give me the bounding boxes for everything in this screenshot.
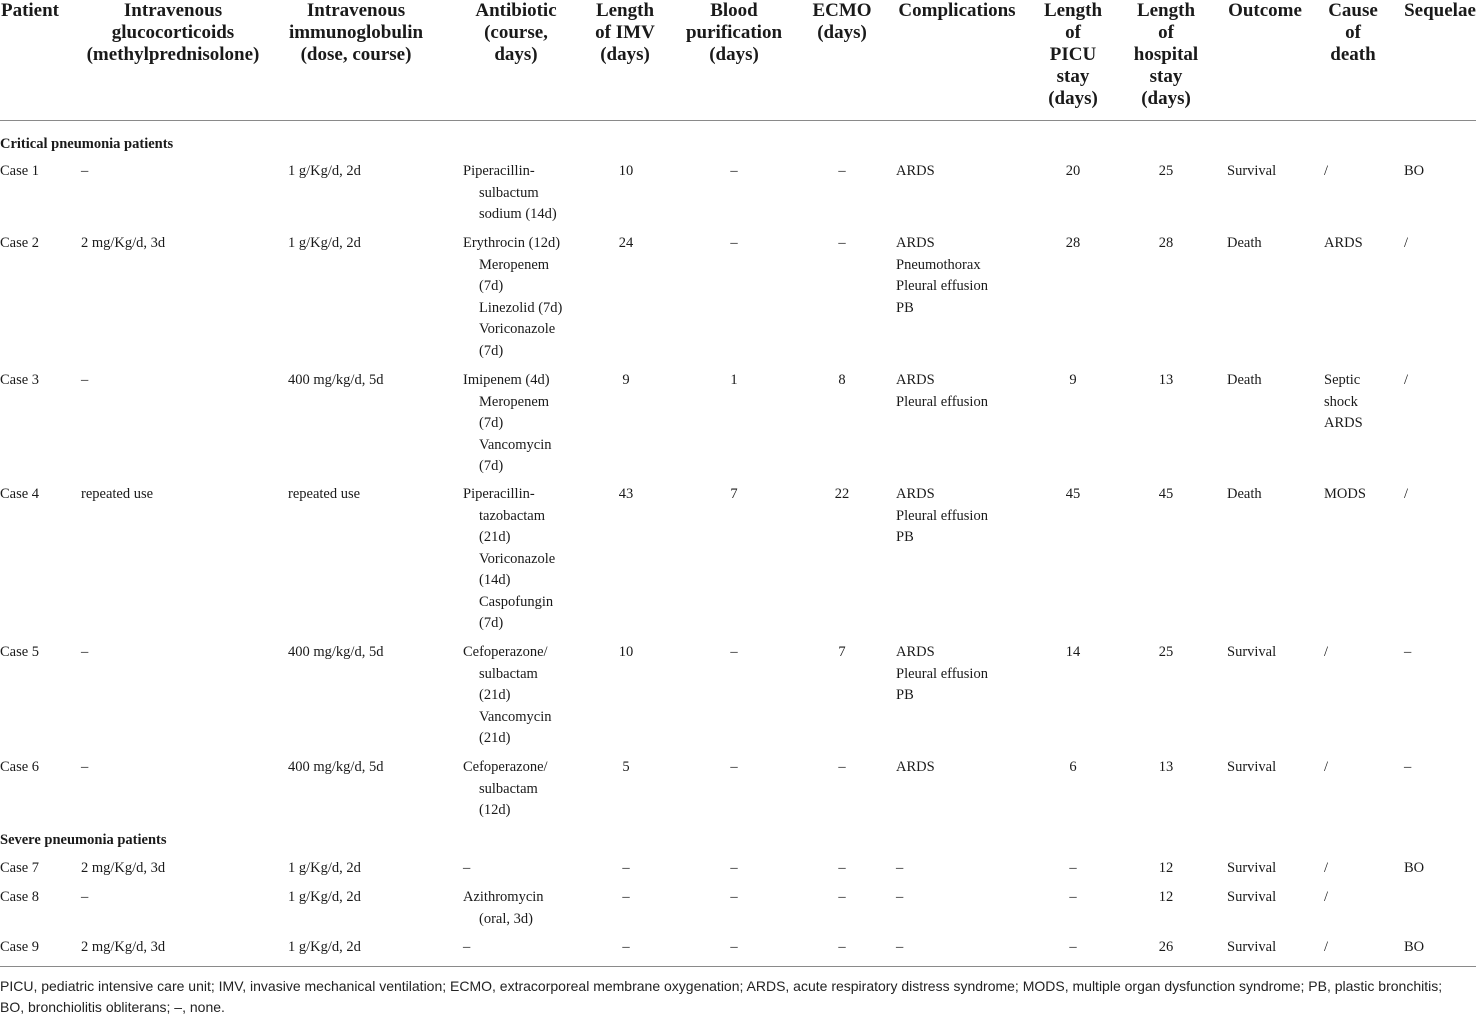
cell-line: repeated use [288,486,361,502]
cell-blood-purification [684,887,784,909]
cell-sequelae [1404,161,1424,183]
cell-picu-stay [1023,233,1123,255]
cell-line: – [730,939,738,955]
cell-line: – [838,235,846,251]
cell-patient: Case 4 [0,486,40,502]
cell-line: Meropenem [479,256,550,273]
cell-outcome [1227,887,1276,909]
cell-hospital-stay [1116,233,1216,255]
column-header-line: Cause [1328,0,1378,21]
cell-imv [576,757,676,779]
cell-imv [576,484,676,506]
cell-line: – [730,860,738,876]
cell-line: – [730,644,738,660]
column-header-line: Complications [898,0,1016,21]
cell-immunoglobulin [288,233,361,255]
cell-line: Survival [1227,759,1277,775]
cell-line: – [1069,860,1077,876]
cell-blood-purification [684,370,784,392]
cell-antibiotic [463,642,551,750]
cell-line: 2 mg/Kg/d, 3d [81,860,166,876]
cell-imv [576,858,676,880]
cell-outcome [1227,161,1276,183]
cell-ecmo [792,858,892,880]
cell-line: 26 [1158,939,1174,955]
cell-line: 1 g/Kg/d, 2d [288,939,361,955]
cell-outcome [1227,642,1276,664]
cell-blood-purification [684,484,784,506]
cell-hospital-stay [1116,887,1216,909]
cell-complications [896,858,903,880]
cell-cause-of-death [1324,233,1363,255]
cell-line: sulbactum [479,184,539,201]
cell-line: (21d) [479,730,511,746]
cell-blood-purification [684,757,784,779]
cell-line: – [463,860,471,876]
cell-line: – [730,759,738,775]
cell-cause-of-death [1324,161,1328,183]
cell-line: (7d) [479,458,504,474]
cell-cause-of-death [1324,887,1328,909]
cell-patient: Case 5 [0,644,40,660]
cell-line: ARDS [896,163,935,179]
column-header-line: of [1065,22,1081,43]
cell-complications [896,937,903,959]
cell-line: Pleural effusion [896,507,988,524]
cell-line: / [1324,939,1329,955]
cell-line: 400 mg/kg/d, 5d [288,372,384,388]
cell-line: – [1069,939,1077,955]
cell-glucocorticoids [81,858,165,880]
column-header-line: Intravenous [123,0,223,21]
cell-line: – [81,889,89,905]
cell-cause-of-death [1324,484,1366,506]
cell-line: Pleural effusion [896,393,988,410]
column-header-line: Sequelae [1404,0,1476,21]
cell-line: Pleural effusion [896,665,988,682]
cell-line: / [1324,860,1329,876]
cell-line: 2 mg/Kg/d, 3d [81,939,166,955]
cell-blood-purification [684,858,784,880]
cell-patient: Case 8 [0,889,40,905]
cell-line: (12d) [479,802,511,818]
cell-line: / [1324,759,1329,775]
column-header-line: death [1330,44,1376,65]
cell-blood-purification [684,937,784,959]
cell-ecmo [792,757,892,779]
cell-picu-stay [1023,161,1123,183]
cell-line: Caspofungin [479,593,554,610]
cell-line: Linezolid (7d) [479,299,563,316]
cell-line: 12 [1158,889,1174,905]
cell-picu-stay [1023,484,1123,506]
column-header-line: (dose, course) [300,44,412,65]
cell-line: 400 mg/kg/d, 5d [288,644,384,660]
cell-line: 43 [618,486,634,502]
column-header-line: PICU [1049,44,1097,65]
cell-line: 10 [618,163,634,179]
cell-line: PB [896,299,914,316]
cell-line: – [81,163,89,179]
cell-line: 12 [1158,860,1174,876]
column-header-line: days) [494,44,538,65]
cell-complications [896,370,988,413]
cell-ecmo [792,937,892,959]
cell-immunoglobulin [288,858,361,880]
cell-line: / [1404,486,1409,502]
column-header-line: (days) [1141,88,1191,109]
cell-blood-purification [684,233,784,255]
cell-complications [896,484,988,549]
cell-hospital-stay [1116,370,1216,392]
cell-antibiotic [463,858,470,880]
cell-line: (21d) [479,687,511,703]
cell-hospital-stay [1116,161,1216,183]
cell-imv [576,161,676,183]
cell-complications [896,642,988,707]
cell-line: Piperacillin- [463,486,535,502]
cell-line: 13 [1158,759,1174,775]
cell-outcome [1227,858,1276,880]
cell-imv [576,642,676,664]
cell-antibiotic [463,161,557,226]
column-header-line: of [1345,22,1361,43]
table-footnote: PICU, pediatric intensive care unit; IMV, invasive mechanical ventilation; ECMO, extracorporeal membrane oxygenation; ARDS, acute respiratory distress syndrome; MODS, multiple organ dysfunction syndrome; PB, plastic bronchitis; BO, bronchiolitis obliterans; –, none. [0,978,1443,1015]
cell-line: – [1069,889,1077,905]
cell-line: (14d) [479,572,511,588]
cell-line: Imipenem (4d) [463,372,550,388]
cell-glucocorticoids [81,370,88,392]
cell-outcome [1227,937,1276,959]
cell-complications [896,887,903,909]
cell-line: Death [1227,235,1262,251]
cell-line: 400 mg/kg/d, 5d [288,759,384,775]
cell-line: Vancomycin [479,708,552,725]
cell-line: Erythrocin (12d) [463,235,561,251]
column-header-line: Outcome [1228,0,1302,21]
cell-picu-stay [1023,937,1123,959]
cell-line: sulbactam [479,665,538,682]
cell-line: sodium (14d) [479,206,557,222]
cell-line: 20 [1065,163,1081,179]
cell-line: MODS [1324,486,1366,502]
column-header-line: (days) [600,44,650,65]
cell-ecmo [792,642,892,664]
cell-outcome [1227,484,1262,506]
column-header-line: Length [1043,0,1103,21]
cell-immunoglobulin [288,161,361,183]
cell-hospital-stay [1116,484,1216,506]
cell-line: – [730,163,738,179]
cell-line: 14 [1065,644,1081,660]
cell-line: – [838,860,846,876]
column-header-line: hospital [1133,44,1199,65]
cell-immunoglobulin [288,642,383,664]
cell-line: – [730,889,738,905]
column-header-line: (methylprednisolone) [86,44,260,65]
cell-line: – [81,759,89,775]
column-header-line: ECMO [812,0,872,21]
cell-ecmo [792,370,892,392]
column-header-line: Blood [710,0,758,21]
cell-line: 1 g/Kg/d, 2d [288,860,361,876]
column-header-line: (days) [1048,88,1098,109]
cell-ecmo [792,887,892,909]
cell-hospital-stay [1116,937,1216,959]
cell-cause-of-death [1324,757,1328,779]
cell-hospital-stay [1116,757,1216,779]
cell-glucocorticoids [81,233,165,255]
column-header-line: Intravenous [306,0,406,21]
cell-line: ARDS [896,372,935,388]
cell-line: repeated use [81,486,154,502]
cell-line: Piperacillin- [463,163,535,179]
cell-glucocorticoids [81,757,88,779]
cell-cause-of-death [1324,642,1328,664]
cell-glucocorticoids [81,642,88,664]
cell-line: – [622,889,630,905]
bottom-rule [0,966,1476,967]
cell-hospital-stay [1116,642,1216,664]
cell-immunoglobulin [288,937,361,959]
column-header-line: stay [1149,66,1183,87]
cell-line: ARDS [1324,235,1363,251]
cell-line: / [1404,372,1409,388]
cell-line: – [896,860,904,876]
cell-immunoglobulin [288,887,361,909]
header-rule [0,120,1476,121]
cell-line: / [1404,235,1409,251]
cell-sequelae [1404,858,1424,880]
cell-line: Survival [1227,163,1277,179]
cell-line: – [838,889,846,905]
cell-line: – [1404,644,1412,660]
cell-outcome [1227,233,1262,255]
cell-line: BO [1404,939,1425,955]
cell-line: Cefoperazone/ [463,644,548,660]
cell-imv [576,887,676,909]
cell-patient: Case 1 [0,163,40,179]
cell-line: Death [1227,372,1262,388]
cell-line: Vancomycin [479,436,552,453]
cell-picu-stay [1023,858,1123,880]
cell-line: 7 [730,486,738,502]
cell-line: 28 [1158,235,1174,251]
cell-line: – [896,889,904,905]
cell-sequelae [1404,370,1408,392]
cell-line: Azithromycin [463,889,544,905]
cell-line: Voriconazole [479,321,556,337]
cell-line: / [1324,889,1329,905]
column-header-line: (course, [484,22,548,43]
cell-ecmo [792,233,892,255]
cell-line: shock [1324,393,1358,410]
column-header-line: (days) [709,44,759,65]
cell-cause-of-death [1324,370,1363,435]
cell-line: sulbactam [479,780,538,797]
cell-line: 45 [1158,486,1174,502]
column-header-line: of IMV [595,22,655,43]
cell-line: – [838,939,846,955]
cell-blood-purification [684,161,784,183]
cell-line: Survival [1227,939,1277,955]
cell-cause-of-death [1324,937,1328,959]
cell-patient: Case 9 [0,939,40,955]
cell-line: – [622,939,630,955]
cell-glucocorticoids [81,937,165,959]
cell-line: 5 [622,759,630,775]
cell-line: Voriconazole [479,550,556,567]
cell-line: (7d) [479,415,504,431]
column-header-sequelae [1320,0,1476,22]
cell-imv [576,370,676,392]
column-header-line: Length [595,0,655,21]
cell-line: PB [896,687,914,703]
cell-line: ARDS [896,486,935,502]
cell-sequelae [1404,642,1411,664]
cell-line: ARDS [896,759,935,775]
cell-sequelae [1404,484,1408,506]
column-header-line: purification [685,22,783,43]
section-title: Critical pneumonia patients [0,136,174,152]
cell-line: (7d) [479,615,504,631]
cell-glucocorticoids [81,887,88,909]
cell-picu-stay [1023,370,1123,392]
cell-line: 2 mg/Kg/d, 3d [81,235,166,251]
cell-line: Survival [1227,644,1277,660]
column-header-line: of [1158,22,1174,43]
column-header-line: stay [1056,66,1090,87]
cell-line: – [463,939,471,955]
cell-line: 24 [618,235,634,251]
cell-line: Death [1227,486,1262,502]
cell-sequelae [1404,757,1411,779]
cell-immunoglobulin [288,484,360,506]
cell-line: / [1324,644,1329,660]
cell-picu-stay [1023,757,1123,779]
cell-line: 13 [1158,372,1174,388]
cell-antibiotic [463,887,544,930]
cell-patient: Case 2 [0,235,40,251]
cell-line: (7d) [479,278,504,294]
cell-imv [576,233,676,255]
cell-line: (21d) [479,529,511,545]
cell-sequelae [1404,233,1408,255]
cell-line: 1 g/Kg/d, 2d [288,235,361,251]
column-header-line: Patient [0,0,60,21]
section-title: Severe pneumonia patients [0,832,167,848]
cell-hospital-stay [1116,858,1216,880]
cell-picu-stay [1023,642,1123,664]
cell-line: PB [896,529,914,545]
cell-line: 10 [618,644,634,660]
cell-complications [896,161,935,183]
cell-outcome [1227,757,1276,779]
cell-line: 9 [1069,372,1077,388]
cell-cause-of-death [1324,858,1328,880]
cell-line: – [81,644,89,660]
cell-antibiotic [463,233,562,362]
cell-antibiotic [463,484,555,635]
cell-line: 1 g/Kg/d, 2d [288,163,361,179]
cell-line: – [1404,759,1412,775]
cell-line: 8 [838,372,846,388]
cell-patient: Case 7 [0,860,40,876]
cell-line: Septic [1324,372,1361,388]
cell-line: ARDS [896,235,935,251]
column-header-line: glucocorticoids [111,22,235,43]
cell-ecmo [792,484,892,506]
cell-line: 45 [1065,486,1081,502]
cell-line: (7d) [479,342,504,359]
cell-line: / [1324,163,1329,179]
column-header-line: (days) [817,22,867,43]
cell-line: Meropenem [479,393,550,410]
cell-antibiotic [463,370,551,478]
cell-line: BO [1404,860,1425,876]
cell-imv [576,937,676,959]
cell-line: – [730,235,738,251]
cell-line: Survival [1227,889,1277,905]
cell-line: Survival [1227,860,1277,876]
cell-sequelae [1404,937,1424,959]
cell-line: 7 [838,644,846,660]
cell-line: 22 [834,486,850,502]
cell-line: – [896,939,904,955]
cell-line: – [838,759,846,775]
cell-line: Pleural effusion [896,278,988,294]
cell-line: 1 [730,372,738,388]
cell-patient: Case 3 [0,372,40,388]
cell-line: BO [1404,163,1425,179]
cell-line: – [622,860,630,876]
cell-immunoglobulin [288,370,383,392]
cell-patient: Case 6 [0,759,40,775]
cell-line: 9 [622,372,630,388]
cell-line: – [838,163,846,179]
cell-line: ARDS [1324,415,1363,431]
cell-line: 6 [1069,759,1077,775]
cell-ecmo [792,161,892,183]
cell-line: 28 [1065,235,1081,251]
cell-complications [896,757,935,779]
cell-glucocorticoids [81,484,153,506]
cell-line: 1 g/Kg/d, 2d [288,889,361,905]
column-header-line: Length [1136,0,1196,21]
cell-line: tazobactam [479,507,546,524]
cell-line: – [81,372,89,388]
cell-glucocorticoids [81,161,88,183]
cell-antibiotic [463,937,470,959]
cell-complications [896,233,988,319]
cell-outcome [1227,370,1262,392]
column-header-line: Antibiotic [475,0,557,21]
cell-line: ARDS [896,644,935,660]
cell-line: Cefoperazone/ [463,759,548,775]
column-header-line: immunoglobulin [288,22,424,43]
cell-antibiotic [463,757,548,822]
cell-blood-purification [684,642,784,664]
cell-line: Pneumothorax [896,256,981,273]
cell-line: (oral, 3d) [479,910,533,927]
cell-immunoglobulin [288,757,383,779]
cell-line: 25 [1158,163,1174,179]
cell-picu-stay [1023,887,1123,909]
cell-line: 25 [1158,644,1174,660]
